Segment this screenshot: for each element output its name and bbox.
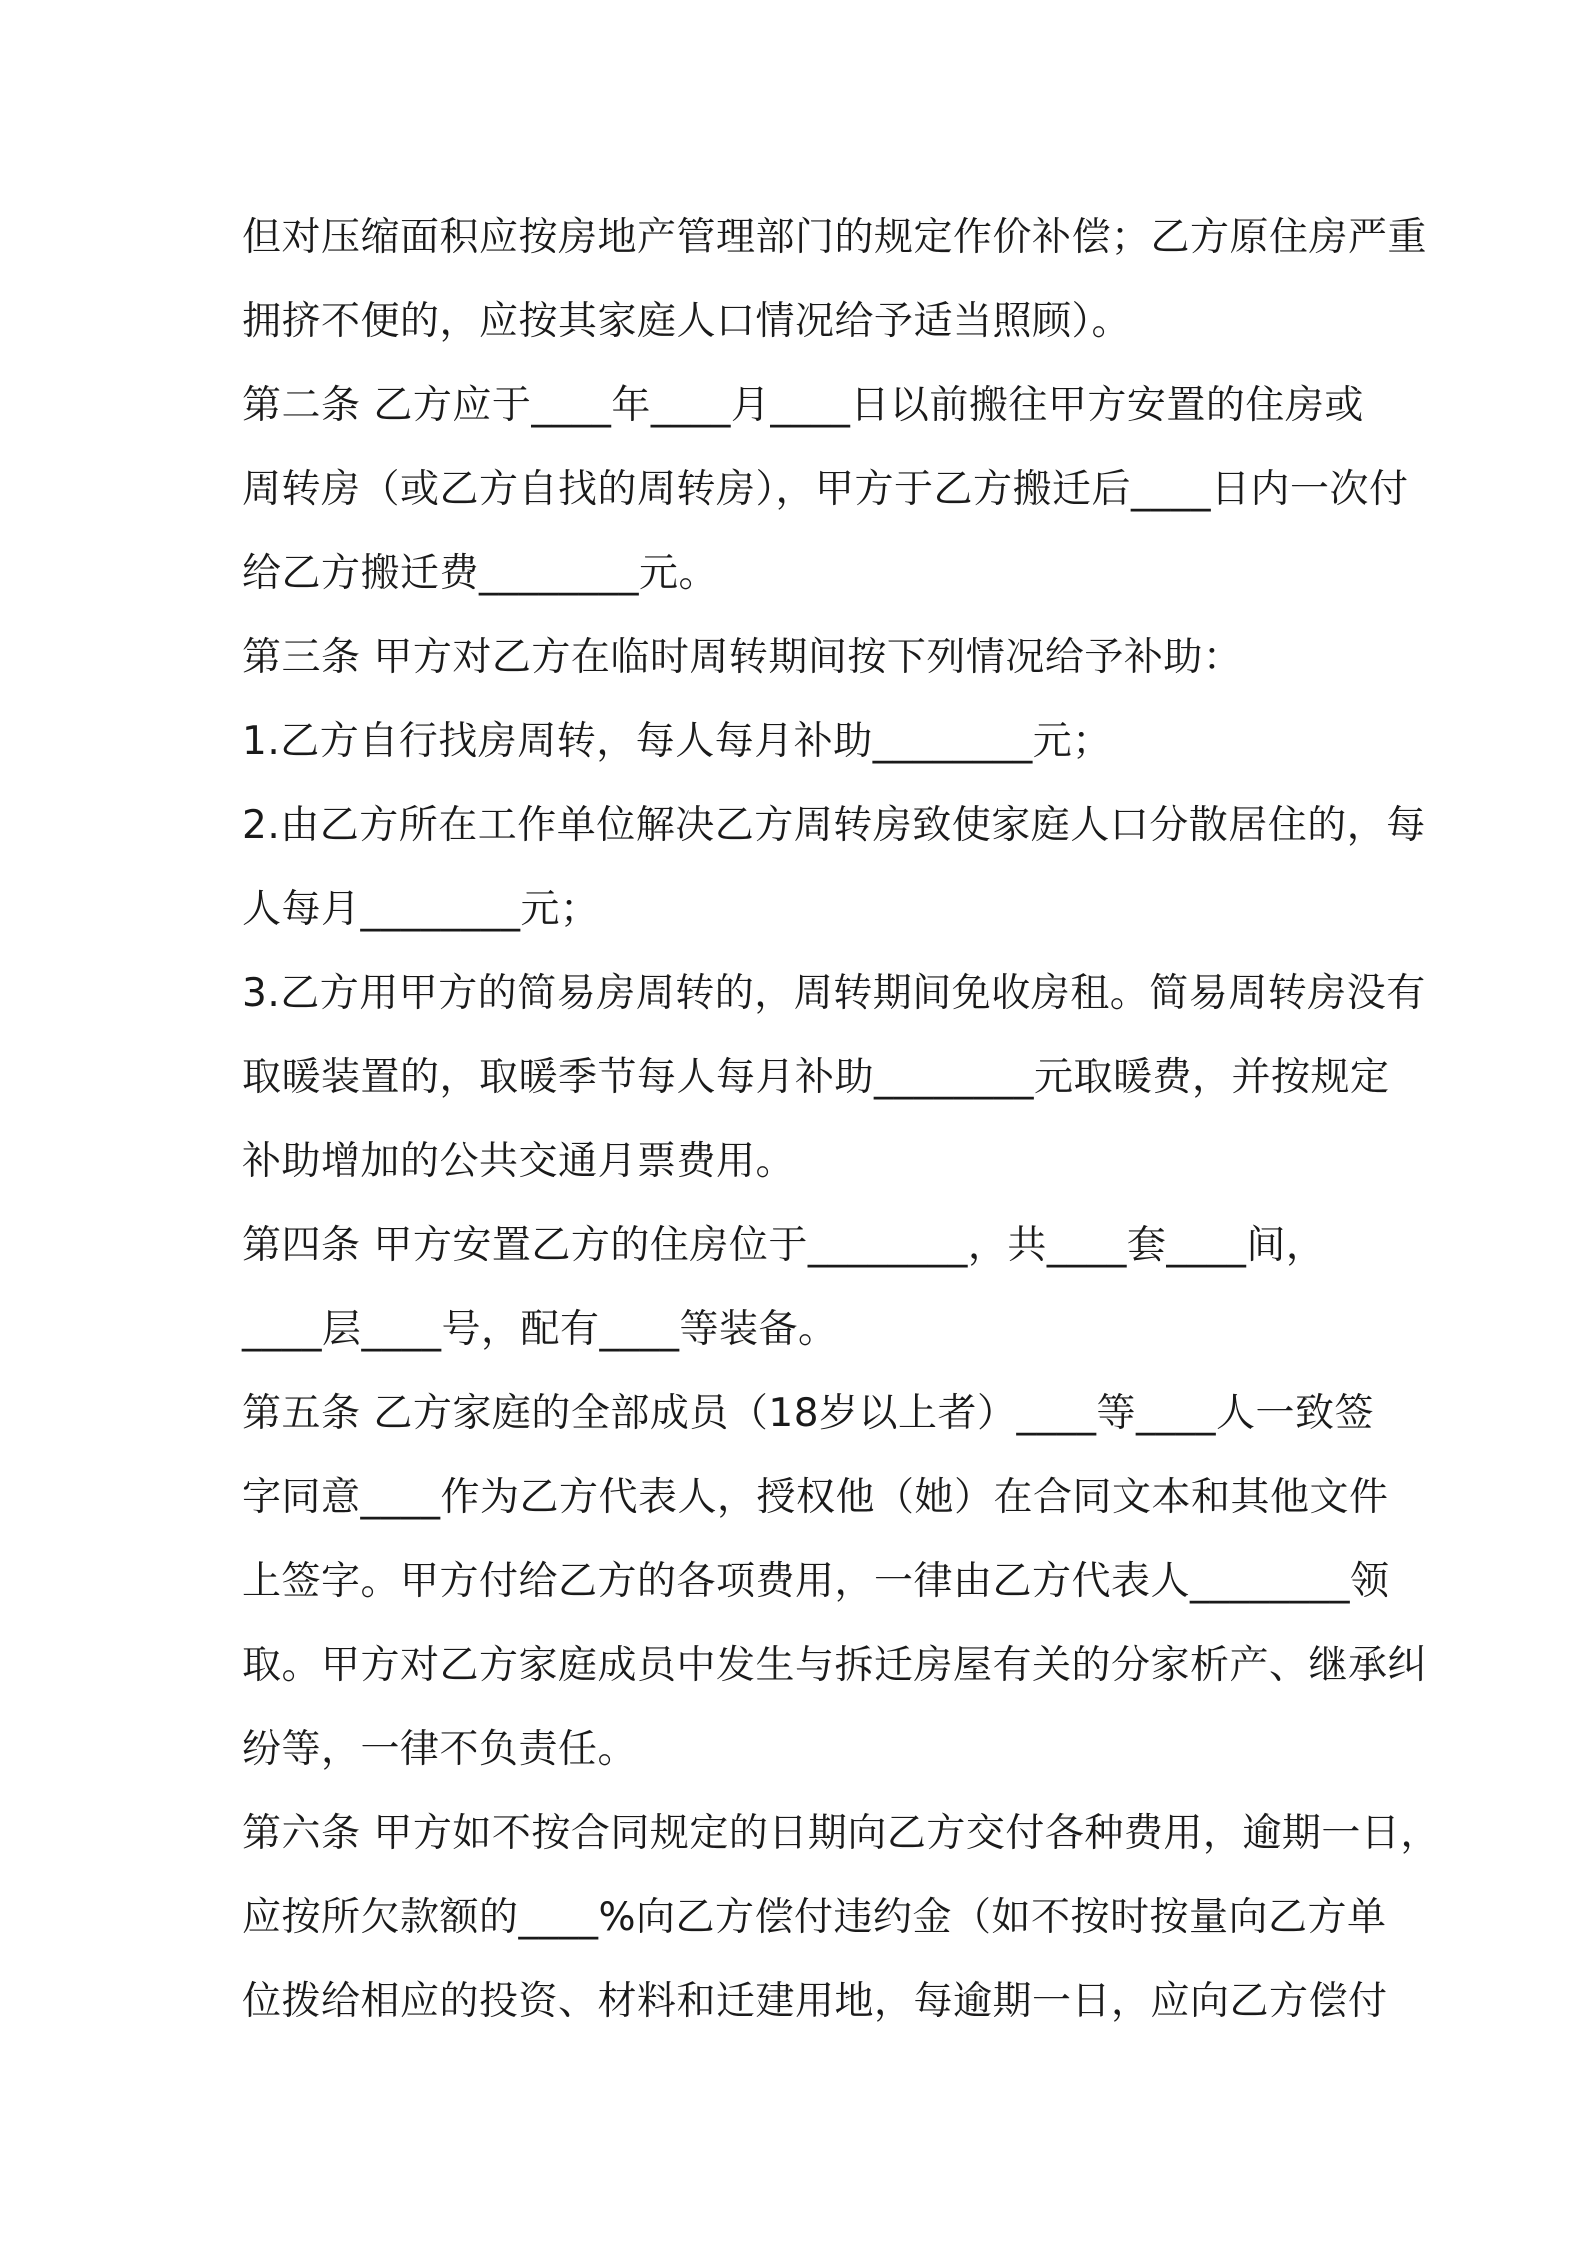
text-line: 位拨给相应的投资、材料和迁建用地，每逾期一日，应向乙方偿付 xyxy=(242,1979,1388,2024)
text-line: 取。甲方对乙方家庭成员中发生与拆迁房屋有关的分家析产、继承纠 xyxy=(242,1643,1428,1688)
text-line: 上签字。甲方付给乙方的各项费用，一律由乙方代表人________领 xyxy=(242,1559,1390,1604)
text-line: 人每月________元； xyxy=(242,887,600,932)
article-5-line: 第五条 乙方家庭的全部成员（18岁以上者）____等____人一致签 xyxy=(242,1391,1375,1436)
list-item-2: 2.由乙方所在工作单位解决乙方周转房致使家庭人口分散居住的，每 xyxy=(242,803,1426,848)
article-3-line: 第三条 甲方对乙方在临时周转期间按下列情况给予补助： xyxy=(242,635,1243,680)
text-line: 字同意____作为乙方代表人，授权他（她）在合同文本和其他文件 xyxy=(242,1475,1389,1520)
text-line: ____层____号，配有____等装备。 xyxy=(242,1307,838,1352)
article-4-line: 第四条 甲方安置乙方的住房位于________，共____套____间， xyxy=(242,1223,1326,1268)
text-line: 应按所欠款额的____%向乙方偿付违约金（如不按时按量向乙方单 xyxy=(242,1895,1387,1940)
text-line: 纷等，一律不负责任。 xyxy=(242,1727,638,1772)
text-line: 取暖装置的，取暖季节每人每月补助________元取暖费，并按规定 xyxy=(242,1055,1390,1100)
article-6-line: 第六条 甲方如不按合同规定的日期向乙方交付各种费用，逾期一日， xyxy=(242,1811,1440,1856)
text-line: 但对压缩面积应按房地产管理部门的规定作价补偿；乙方原住房严重 xyxy=(242,215,1428,260)
list-item-3: 3.乙方用甲方的简易房周转的，周转期间免收房租。简易周转房没有 xyxy=(242,971,1426,1016)
text-line: 补助增加的公共交通月票费用。 xyxy=(242,1139,796,1184)
text-line: 给乙方搬迁费________元。 xyxy=(242,551,719,596)
article-2-line: 第二条 乙方应于____年____月____日以前搬往甲方安置的住房或 xyxy=(242,383,1364,428)
list-item-1: 1.乙方自行找房周转，每人每月补助________元； xyxy=(242,719,1112,764)
text-line: 周转房（或乙方自找的周转房），甲方于乙方搬迁后____日内一次付 xyxy=(242,467,1409,512)
text-line: 拥挤不便的，应按其家庭人口情况给予适当照顾）。 xyxy=(242,299,1132,344)
contract-text xyxy=(242,196,1440,2044)
